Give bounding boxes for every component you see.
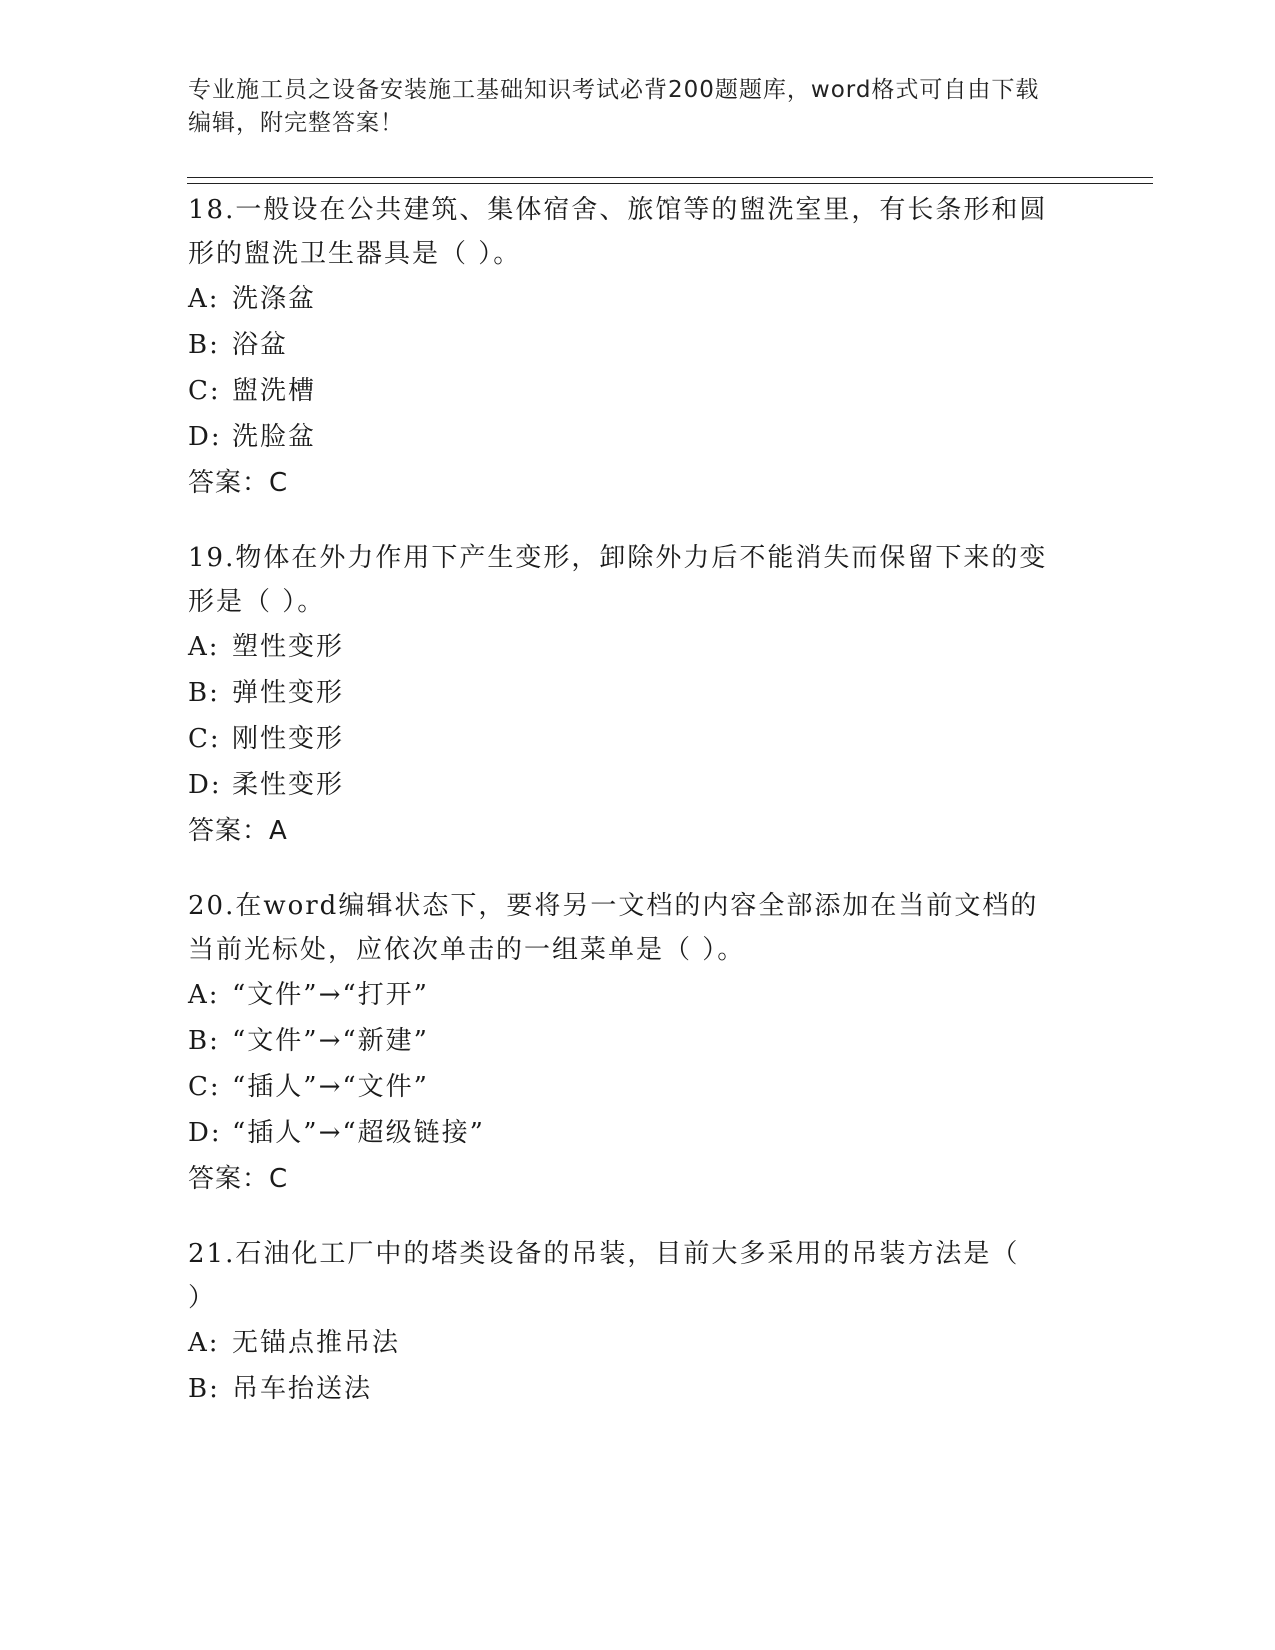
answer-line: 答案：C (188, 468, 289, 498)
header-line-1: 专业施工员之设备安装施工基础知识考试必背200题题库，word格式可自由下载 (188, 77, 1040, 103)
option-c: C: “插人”→“文件” (188, 1072, 429, 1102)
question-stem-line-2: 形是（ ）。 (188, 587, 326, 617)
header-divider-top (187, 177, 1153, 178)
question-18 (188, 188, 1088, 506)
option-a: A: 塑性变形 (188, 632, 345, 662)
question-stem-line-1: 20.在word编辑状态下，要将另一文档的内容全部添加在当前文档的 (188, 891, 1039, 921)
option-d: D: “插人”→“超级链接” (188, 1118, 485, 1148)
question-stem-line-2: 形的盥洗卫生器具是（ ）。 (188, 239, 522, 269)
document-header (188, 74, 1088, 140)
question-21 (188, 1232, 1088, 1412)
option-a: A: 无锚点推吊法 (188, 1328, 401, 1358)
option-a: A: 洗涤盆 (188, 284, 317, 314)
question-19 (188, 536, 1088, 854)
question-stem-line-2: 当前光标处，应依次单击的一组菜单是（ ）。 (188, 935, 746, 965)
header-divider-bottom (187, 183, 1153, 184)
option-b: B: “文件”→“新建” (188, 1026, 429, 1056)
question-stem-line-2: ） (188, 1283, 217, 1313)
header-line-2: 编辑，附完整答案！ (188, 110, 404, 136)
option-b: B: 浴盆 (188, 330, 289, 360)
question-stem-line-1: 21.石油化工厂中的塔类设备的吊装，目前大多采用的吊装方法是（ (188, 1239, 1020, 1269)
answer-line: 答案：C (188, 1164, 289, 1194)
option-b: B: 吊车抬送法 (188, 1374, 373, 1404)
question-stem-line-1: 19.物体在外力作用下产生变形，卸除外力后不能消失而保留下来的变 (188, 543, 1048, 573)
option-d: D: 柔性变形 (188, 770, 345, 800)
option-d: D: 洗脸盆 (188, 422, 317, 452)
option-c: C: 刚性变形 (188, 724, 345, 754)
option-c: C: 盥洗槽 (188, 376, 317, 406)
question-20 (188, 884, 1088, 1202)
option-a: A: “文件”→“打开” (188, 980, 429, 1010)
answer-line: 答案：A (188, 816, 288, 846)
question-stem-line-1: 18.一般设在公共建筑、集体宿舍、旅馆等的盥洗室里，有长条形和圆 (188, 195, 1048, 225)
option-b: B: 弹性变形 (188, 678, 345, 708)
